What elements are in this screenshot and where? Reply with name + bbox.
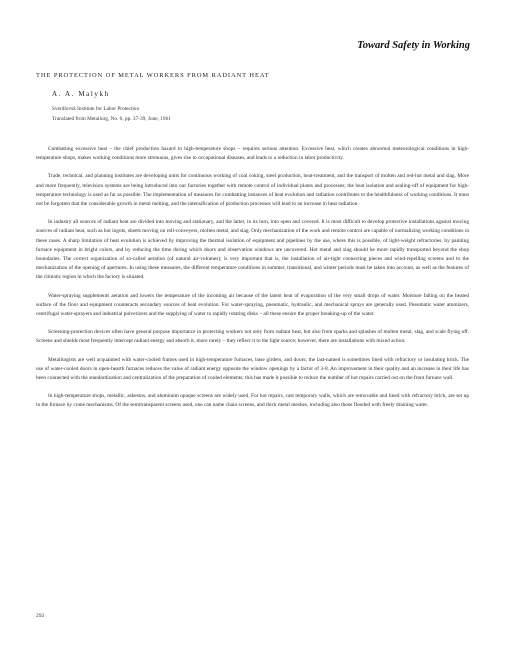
body-paragraph: Metallurgists are well acquainted with water-cooled frames used in high-temperature furnaces, base girders, and doors; the last-named is sometimes lined with refractory or insulating brick. The use of water-cooled doors in open-hearth furnaces reduces the value of radiant energy opposite the window openings by a factor of 3-8. An improvement in their quality and an increase in their life has been connected with the standardization and centralization of the preparation of cooled elements; this has made it possible to reduce the number of hot repairs carried out on the front furnace wall. xyxy=(36,356,469,382)
body-paragraph: Combatting excessive heat – the chief production hazard in high-temperature shops – requires serious attention. Excessive heat, which creates abnormal meteorological conditions in high-temperature shops, makes working conditions more strenuous, gives rise to occupational diseases, and leads to a reduction in labor productivity. xyxy=(36,146,469,162)
author-affiliation: Sverdlovsk Institute for Labor Protection xyxy=(52,106,140,112)
article-title: THE PROTECTION OF METAL WORKERS FROM RADIANT HEAT xyxy=(36,72,270,79)
body-paragraph: Screening-protection devices often have general purpose importance in protecting workers not only from radiant heat, but also from sparks and splashes of molten metal, slag, and scale flying off. Screens and shields most frequently intercept radiant energy and absorb it, more rarely – they reflect it to the light source; however, there are installations with mixed action. xyxy=(36,329,469,345)
article-body xyxy=(36,145,469,420)
body-paragraph: In industry all sources of radiant heat are divided into moving and stationary, and the latter, in its turn, into open and covered. It is most difficult to develop protective installations against moving sources of radiant heat, such as hot ingots, sheets moving on roll-conveyers, molten metal, and slag. Only mechanization of the work and remote control are capable of normalizing working conditions in these cases. A sharp limitation of heat evolution is achieved by improving the thermal isolation of equipment and pipelines by the use, where this is possible, of light-weight refractories, by painting furnace equipment in bright colors, and by reducing the time during which doors and observation windows are uncovered. Hot metal and slag should be more rapidly transported beyond the shop boundaries. The correct organization of so-called aeration (of natural air-volumes); is very important that is, the installation of air-tight connecting pieces and wind-repelling screens and to the mechanization of the opening of apertures. In using these measures, the different temperature conditions in summer, transitional, and winter periods must be taken into account, as well as the features of the climatic region in which the factory is situated. xyxy=(36,219,469,281)
body-paragraph: In high-temperature shops, metallic, asbestos, and aluminum opaque screens are widely used. For hot repairs, cast temporary walls, which are removable and lined with refractory brick, are set up in the furnace by crane mechanisms. Of the semitransparent screens used, one can name chain screens, and thick metal meshes, including also those flooded with freely draining water. xyxy=(36,393,469,409)
article-author: A. A. Malykh xyxy=(52,90,110,98)
body-paragraph: Water-spraying supplements aeration and lowers the temperature of the incoming air because of the latent heat of evaporation of the very small drops of water. Moisture falling on the heated surface of the floor and equipment counteracts secondary sources of heat evolution. For water-spraying, pneumatic, hydraulic, and mechanical sprays are generally used. Pneumatic water atomizers, centrifugal water-sprayers and industrial pulverizers and the supplying of water to rapidly rotating disks – all these ensure the proper breaking-up of the water. xyxy=(36,292,469,318)
body-paragraph: Trade, technical, and planning institutes are developing units for continuous working of coal coking, steel production, heat-treatment, and the transport of molten and red-hot metal and slag. More and more frequently, television systems are being introduced into our factories together with remote control of individual plants and processes; the heat isolation and sealing-off of equipment for high-temperature technology is used as far as possible. The implementation of measures for combatting instances of heat evolution and radiation contributes to the healthfulness of working conditions. It must not be forgotten that the considerable growth in metal melting, and the intensification of production processes will lead to an increase in heat radiation. xyxy=(36,173,469,208)
translation-note: Translated from Metallurg, No. 6, pp. 37-39, June, 1961 xyxy=(52,116,171,122)
article-meta xyxy=(52,104,171,124)
page-number: 292 xyxy=(36,613,45,619)
section-header: Toward Safety in Working xyxy=(357,40,470,51)
